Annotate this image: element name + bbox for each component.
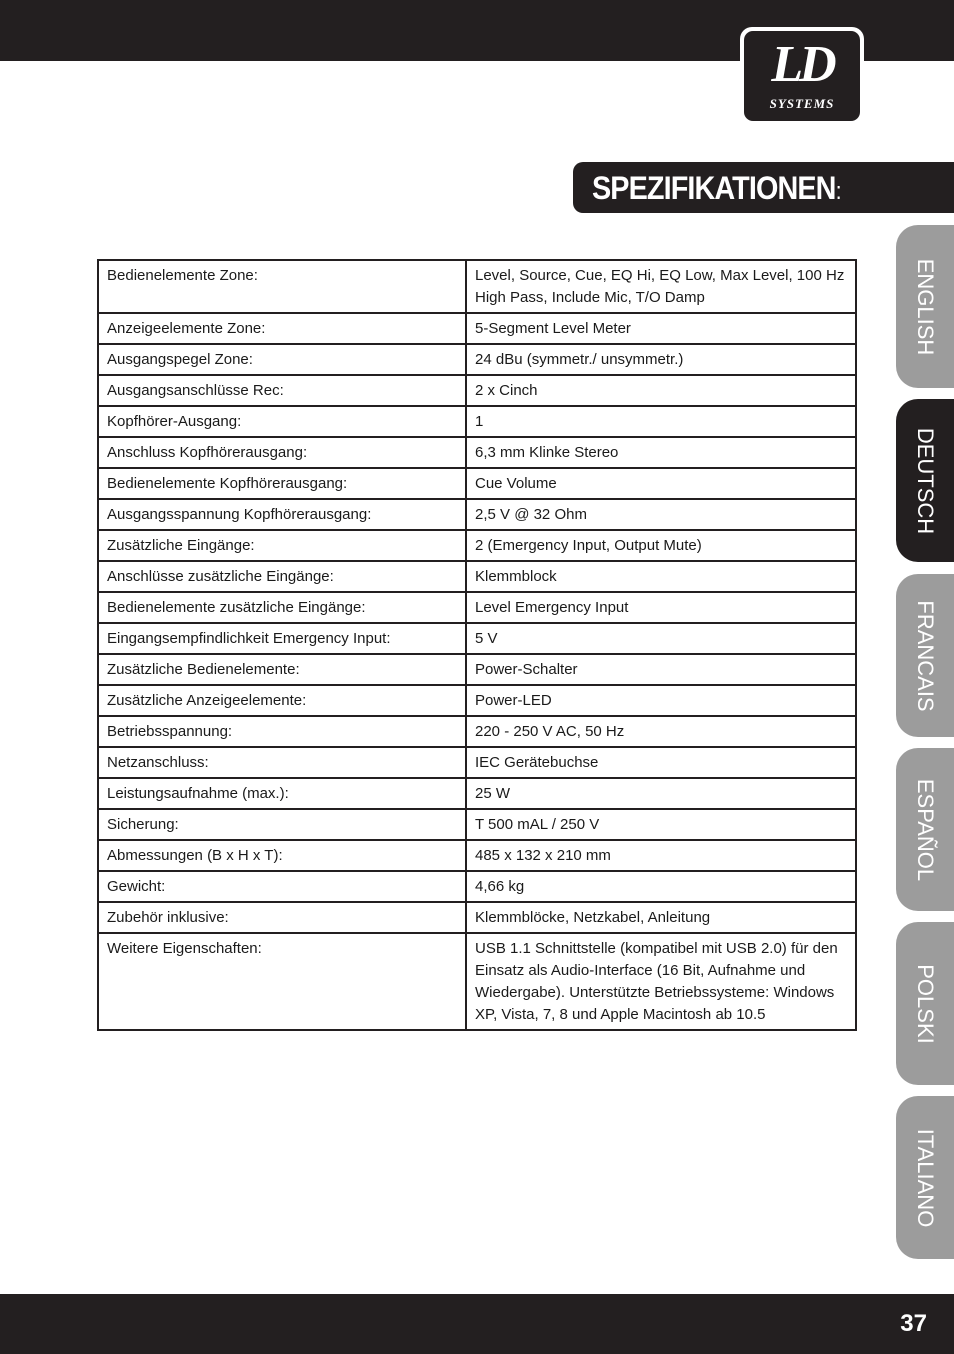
spec-label: Ausgangsspannung Kopfhörerausgang:	[98, 499, 466, 530]
spec-label: Netzanschluss:	[98, 747, 466, 778]
spec-value: Cue Volume	[466, 468, 856, 499]
spec-value: 24 dBu (symmetr./ unsymmetr.)	[466, 344, 856, 375]
spec-value: 485 x 132 x 210 mm	[466, 840, 856, 871]
logo-background	[744, 31, 860, 121]
tab-francais[interactable]	[896, 574, 954, 737]
table-row	[98, 260, 856, 313]
spec-value: Klemmblöcke, Netzkabel, Anleitung	[466, 902, 856, 933]
spec-label: Kopfhörer-Ausgang:	[98, 406, 466, 437]
table-row	[98, 468, 856, 499]
spec-value: 2,5 V @ 32 Ohm	[466, 499, 856, 530]
spec-value: Klemmblock	[466, 561, 856, 592]
table-row	[98, 902, 856, 933]
spec-value: Power-LED	[466, 685, 856, 716]
spec-value: 2 (Emergency Input, Output Mute)	[466, 530, 856, 561]
table-row	[98, 313, 856, 344]
table-row	[98, 840, 856, 871]
spec-label: Abmessungen (B x H x T):	[98, 840, 466, 871]
tab-label: ENGLISH	[913, 258, 938, 355]
tab-label: ESPAÑOL	[913, 778, 938, 881]
spec-label: Zusätzliche Anzeigeelemente:	[98, 685, 466, 716]
table-row	[98, 592, 856, 623]
table-row	[98, 809, 856, 840]
spec-label: Sicherung:	[98, 809, 466, 840]
spec-value: Level, Source, Cue, EQ Hi, EQ Low, Max Level, 100 Hz High Pass, Include Mic, T/O Damp	[466, 260, 856, 313]
spec-label: Anschlüsse zusätzliche Eingänge:	[98, 561, 466, 592]
table-row	[98, 623, 856, 654]
tab-label: DEUTSCH	[913, 427, 938, 534]
tab-italiano[interactable]	[896, 1096, 954, 1259]
table-row	[98, 437, 856, 468]
tab-deutsch[interactable]	[896, 399, 954, 562]
spec-label: Zusätzliche Bedienelemente:	[98, 654, 466, 685]
table-row	[98, 778, 856, 809]
table-row	[98, 375, 856, 406]
table-row	[98, 406, 856, 437]
table-row	[98, 716, 856, 747]
spec-value: Power-Schalter	[466, 654, 856, 685]
spec-label: Anschluss Kopfhörerausgang:	[98, 437, 466, 468]
section-heading	[573, 162, 954, 213]
logo-main-text: LD	[771, 36, 833, 93]
spec-label: Bedienelemente zusätzliche Eingänge:	[98, 592, 466, 623]
spec-label: Zubehör inklusive:	[98, 902, 466, 933]
table-row	[98, 685, 856, 716]
spec-label: Bedienelemente Zone:	[98, 260, 466, 313]
spec-value: IEC Gerätebuchse	[466, 747, 856, 778]
spec-label: Ausgangspegel Zone:	[98, 344, 466, 375]
page-number: 37	[900, 1310, 927, 1337]
ld-systems-logo	[740, 27, 864, 125]
spec-value: 220 - 250 V AC, 50 Hz	[466, 716, 856, 747]
logo-sub-text: SYSTEMS	[769, 96, 835, 111]
tab-english[interactable]	[896, 225, 954, 388]
spec-value: 2 x Cinch	[466, 375, 856, 406]
tab-español[interactable]	[896, 748, 954, 911]
spec-value: 4,66 kg	[466, 871, 856, 902]
spec-label: Bedienelemente Kopfhörerausgang:	[98, 468, 466, 499]
spec-label: Ausgangsanschlüsse Rec:	[98, 375, 466, 406]
spec-value: 5-Segment Level Meter	[466, 313, 856, 344]
heading-title-text: SPEZIFIKATIONEN	[592, 170, 836, 206]
table-row	[98, 933, 856, 1030]
spec-label: Eingangsempfindlichkeit Emergency Input:	[98, 623, 466, 654]
spec-value: 5 V	[466, 623, 856, 654]
specifications-table	[97, 259, 857, 1031]
table-row	[98, 871, 856, 902]
spec-value: Level Emergency Input	[466, 592, 856, 623]
tab-label: POLSKI	[913, 963, 938, 1044]
tab-label: ITALIANO	[913, 1128, 938, 1227]
table-row	[98, 561, 856, 592]
heading-colon: :	[835, 178, 842, 205]
spec-label: Betriebsspannung:	[98, 716, 466, 747]
spec-value: 6,3 mm Klinke Stereo	[466, 437, 856, 468]
spec-label: Gewicht:	[98, 871, 466, 902]
table-row	[98, 747, 856, 778]
spec-value: 1	[466, 406, 856, 437]
table-row	[98, 344, 856, 375]
spec-label: Anzeigeelemente Zone:	[98, 313, 466, 344]
table-row	[98, 499, 856, 530]
spec-value: T 500 mAL / 250 V	[466, 809, 856, 840]
spec-label: Zusätzliche Eingänge:	[98, 530, 466, 561]
heading-title	[592, 168, 842, 212]
spec-label: Weitere Eigenschaften:	[98, 933, 466, 1030]
tab-label: FRANCAIS	[913, 599, 938, 712]
table-row	[98, 530, 856, 561]
table-row	[98, 654, 856, 685]
bottom-bar	[0, 1294, 954, 1354]
specifications-table-body	[98, 260, 856, 1030]
spec-value: USB 1.1 Schnittstelle (kompatibel mit USB 2.0) für den Einsatz als Audio-Interface (16 Bit, Aufnahme und Wiedergabe). Unterstützte Betriebssysteme: Windows XP, Vista, 7, 8 und Apple Macintosh ab 10.5	[466, 933, 856, 1030]
spec-label: Leistungsaufnahme (max.):	[98, 778, 466, 809]
tab-polski[interactable]	[896, 922, 954, 1085]
spec-value: 25 W	[466, 778, 856, 809]
